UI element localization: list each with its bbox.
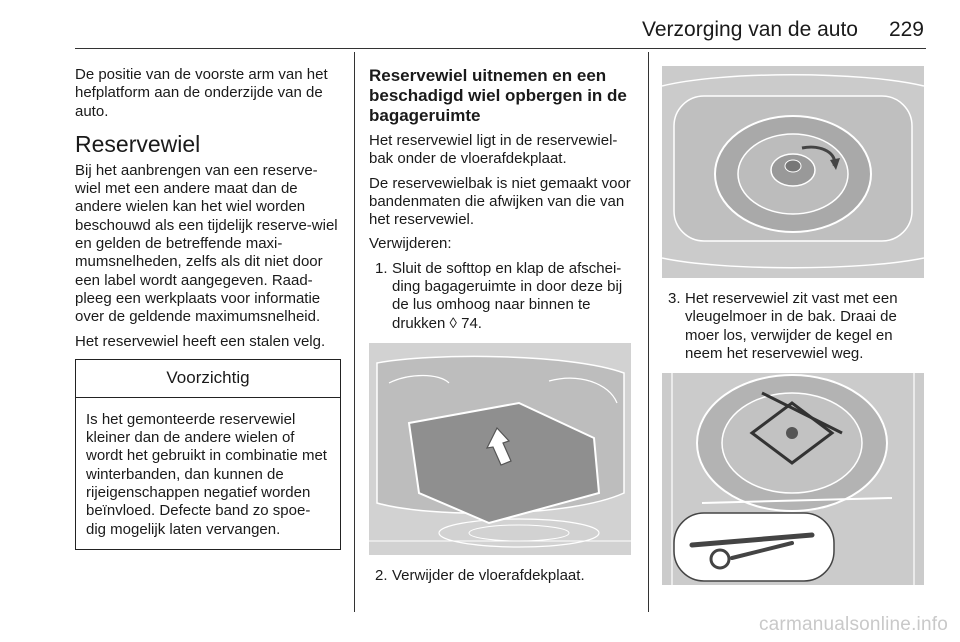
section-title: Verzorging van de auto [642,18,858,41]
column-left [75,66,341,550]
step-3-text: Het reservewiel zit vast met een vleugelmoer in de bak. Draai de moer los, verwijder de kegel en neem het reservewiel weg. [685,290,898,362]
step-2-number: 2. [375,566,388,584]
header-rule [75,48,926,49]
spare-wheel-paragraph: Bij het aanbrengen van een reserve-wiel met een andere maat dan de andere wielen kan het wiel worden beschouwd als een tijdelijk reserve-wiel en gelden de betreffende maxi-mumsnelheden, zelfs als dit niet door een label wordt aangegeven. Raad-pleeg een werkplaats voor informatie over de geldende maximumsnelheid. [75,161,338,326]
jack-tools-illustration [662,373,924,585]
caution-body: Is het gemonteerde reservewiel kleiner dan de andere wielen of wordt het gebruikt in combinatie met winterbanden, dan kunnen de rijeigenschappen negatief worden beïnvloed. Defecte band zo spoe-dig mogelijk laten vervangen. [86,410,327,538]
steel-rim-paragraph: Het reservewiel heeft een stalen velg. [75,332,326,350]
steps-list-c [662,290,926,363]
column-divider-1 [354,52,355,612]
floor-cover-illustration [369,343,631,555]
page-header [0,0,960,52]
spare-wheel-icon [715,116,871,232]
column-middle [369,66,633,591]
watermark: carmanualsonline.info [758,614,948,635]
intro-paragraph: De positie van de voorste arm van het hefplatform aan de onderzijde van de auto. [75,66,328,120]
step-2-text: Verwijder de vloerafdekplaat. [392,566,585,584]
column-right [662,66,926,597]
page-number: 229 [888,18,924,41]
step-2 [369,567,633,585]
column-divider-2 [648,52,649,612]
step-3-number: 3. [668,290,681,307]
caution-title: Voorzichtig [76,360,340,398]
step-1-number: 1. [375,259,388,277]
steps-list-a [369,260,633,333]
steps-list-b [369,567,633,585]
remove-label: Verwijderen: [369,235,452,253]
caution-box [75,359,341,550]
heading-reservewiel: Reservewiel [75,130,201,157]
spare-location-paragraph: Het reservewiel ligt in de reservewiel-bak onder de vloerafdekplaat. [369,132,618,168]
step-1-text: Sluit de softtop en klap de afschei-ding bagageruimte in door deze bij de lus omhoog naar binnen te drukken ◊ 74. [392,259,623,332]
spare-bin-paragraph: De reservewielbak is niet gemaakt voor bandenmaten die afwijken van die van het reservewiel. [369,174,631,229]
step-3 [662,290,926,363]
step-1 [369,260,633,333]
spare-wheel-illustration [662,66,924,278]
heading-remove-spare: Reservewiel uitnemen en een beschadigd wiel opbergen in de bagageruimte [369,66,627,125]
